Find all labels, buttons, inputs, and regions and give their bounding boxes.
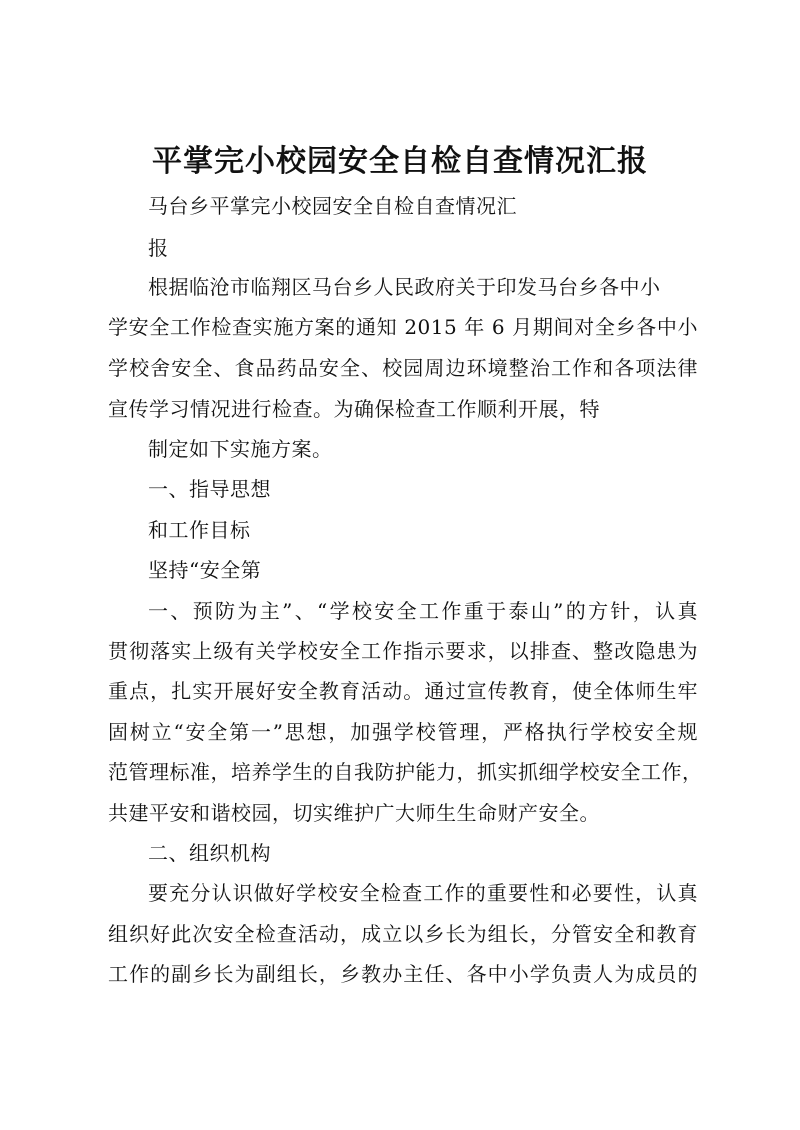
section-heading: 二、组织机构	[148, 841, 271, 865]
text-line: 重点，扎实开展好安全教育活动。通过宣传教育，使全体师生牢	[108, 679, 698, 703]
text-line: 报	[148, 236, 169, 260]
text-line: 坚持“安全第	[148, 558, 262, 582]
text-line: 范管理标准，培养学生的自我防护能力，抓实抓细学校安全工作，	[108, 760, 703, 784]
text-line: 贯彻落实上级有关学校安全工作指示要求，以排查、整改隐患为	[108, 639, 698, 663]
text-line: 一、预防为主”、“学校安全工作重于泰山”的方针，认真	[148, 599, 698, 623]
text-line: 马台乡平掌完小校园安全自检自查情况汇	[148, 194, 517, 218]
document-title: 平掌完小校园安全自检自查情况汇报	[152, 144, 648, 179]
text-line: 根据临沧市临翔区马台乡人民政府关于印发马台乡各中小	[148, 275, 661, 299]
text-line: 组织好此次安全检查活动，成立以乡长为组长，分管安全和教育	[108, 922, 698, 946]
text-line: 学校舍安全、食品药品安全、校园周边环境整治工作和各项法律	[108, 356, 698, 380]
section-heading: 一、指导思想	[148, 477, 271, 501]
text-line: 学安全工作检查实施方案的通知 2015 年 6 月期间对全乡各中小	[108, 315, 698, 339]
text-line: 宣传学习情况进行检查。为确保检查工作顺利开展，特	[108, 397, 600, 421]
text-line: 要充分认识做好学校安全检查工作的重要性和必要性，认真	[148, 881, 698, 905]
text-line: 共建平安和谐校园，切实维护广大师生生命财产安全。	[108, 801, 600, 825]
text-line: 工作的副乡长为副组长，乡教办主任、各中小学负责人为成员的	[108, 962, 698, 986]
text-line: 制定如下实施方案。	[148, 437, 333, 461]
text-line: 固树立“安全第一”思想，加强学校管理，严格执行学校安全规	[108, 720, 698, 744]
text-line: 和工作目标	[148, 518, 251, 542]
